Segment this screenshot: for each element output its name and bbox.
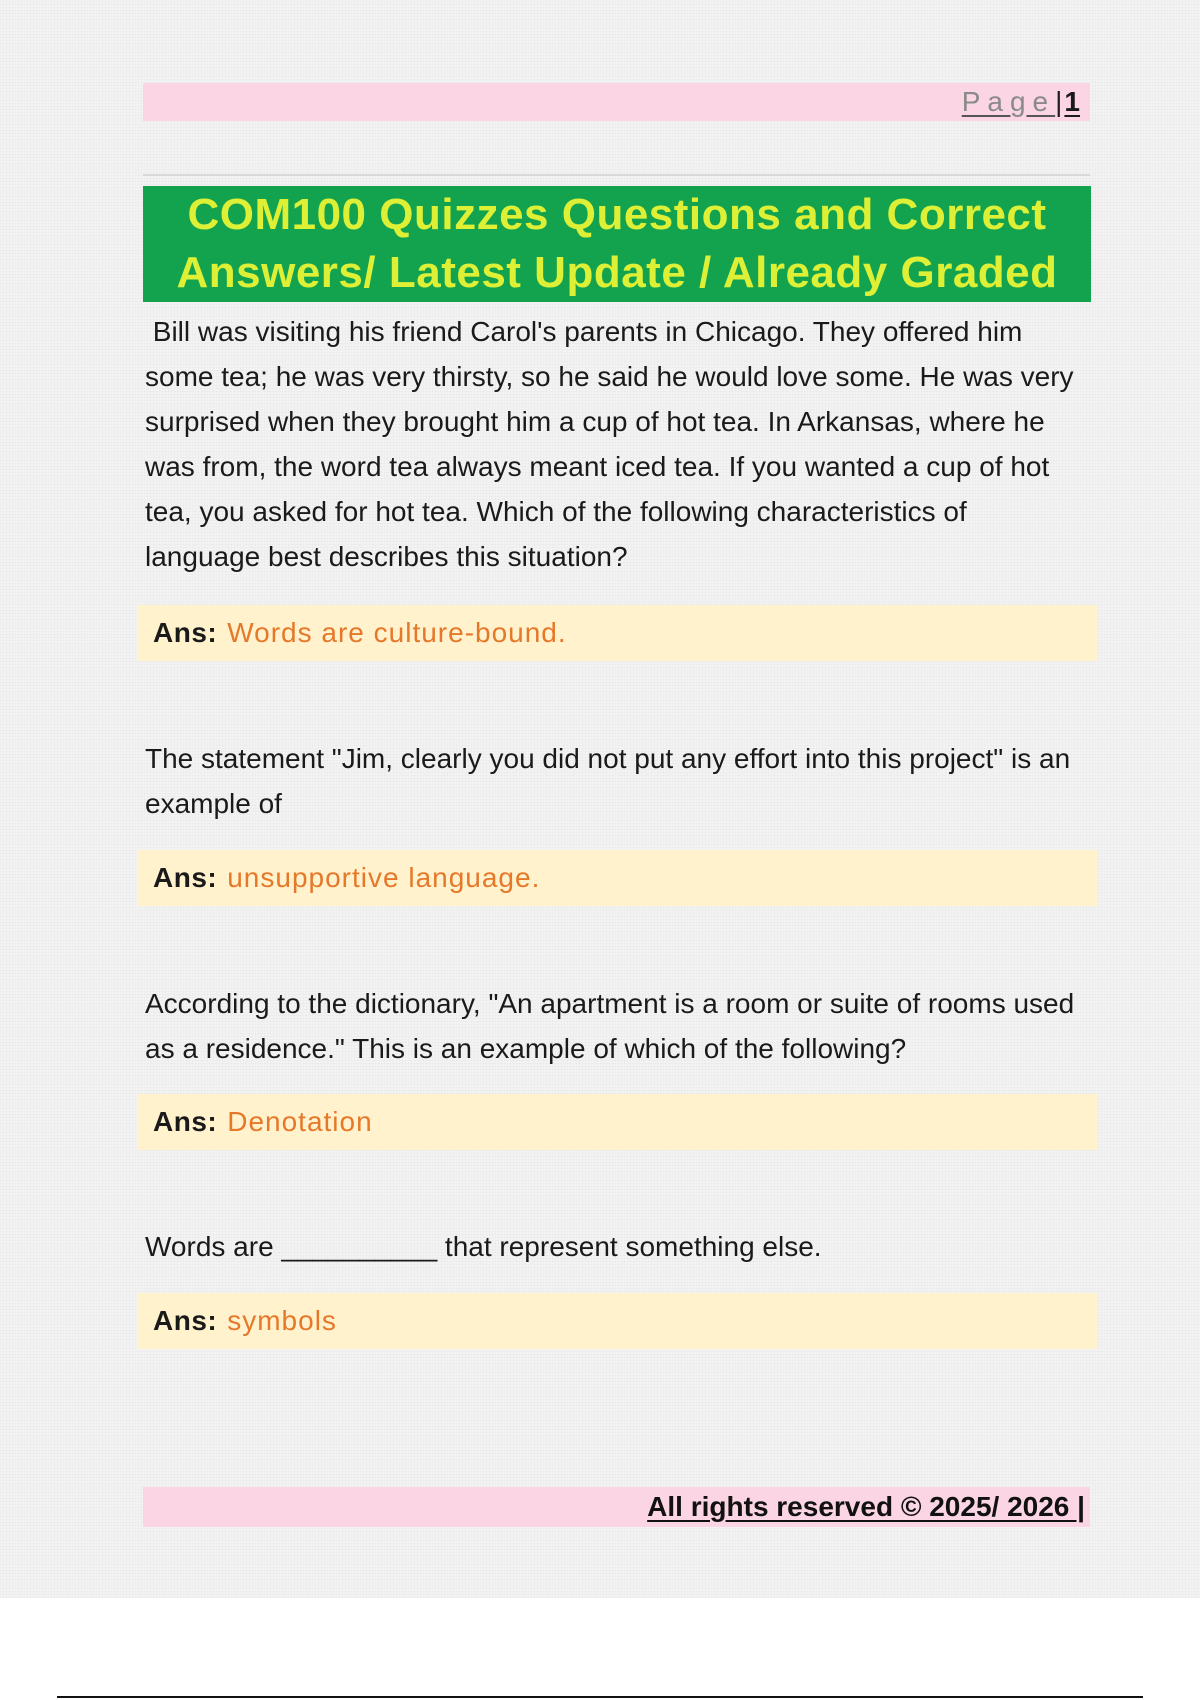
answer-label: Ans:: [153, 1305, 218, 1336]
answer-1: [137, 605, 1098, 661]
document-title-block: [143, 186, 1091, 302]
page-bottom-rule: [57, 1696, 1143, 1698]
title-line-1: COM100 Quizzes Questions and Correct: [187, 190, 1047, 239]
document-title: [176, 186, 1057, 302]
page-word: Page: [961, 86, 1056, 117]
title-line-2: Answers/ Latest Update / Already Graded: [176, 248, 1058, 297]
answer-2: [137, 850, 1098, 906]
answer-text: Denotation: [227, 1106, 373, 1137]
page-number-label: [962, 85, 1080, 119]
question-4: Words are __________ that represent something else.: [145, 1231, 822, 1262]
answer-text: unsupportive language.: [227, 862, 541, 893]
answer-text: symbols: [227, 1305, 337, 1336]
answer-label: Ans:: [153, 617, 218, 648]
copyright-notice: All rights reserved © 2025/ 2026 |: [647, 1491, 1085, 1522]
question-2: The statement "Jim, clearly you did not put any effort into this project" is an example of: [145, 743, 1071, 819]
page-footer-band: [143, 1487, 1090, 1527]
answer-4: [137, 1293, 1098, 1349]
answer-text: Words are culture-bound.: [227, 617, 567, 648]
question-1: Bill was visiting his friend Carol's parents in Chicago. They offered him some tea; he was very thirsty, so he said he would love some. He was very surprised when they brought him a cup of hot tea. In Arkansas, where he was from, the word tea always meant iced tea. If you wanted a cup of hot tea, you asked for hot tea. Which of the following characteristics of language best describes this situation?: [145, 316, 1082, 572]
answer-label: Ans:: [153, 862, 218, 893]
page-header-band: [143, 83, 1090, 121]
question-3: According to the dictionary, "An apartment is a room or suite of rooms used as a residence." This is an example of which of the following?: [145, 988, 1075, 1064]
page-separator: |: [1055, 86, 1063, 117]
page-number: 1: [1064, 86, 1080, 117]
header-divider: [143, 174, 1090, 176]
answer-label: Ans:: [153, 1106, 218, 1137]
answer-3: [137, 1094, 1098, 1150]
